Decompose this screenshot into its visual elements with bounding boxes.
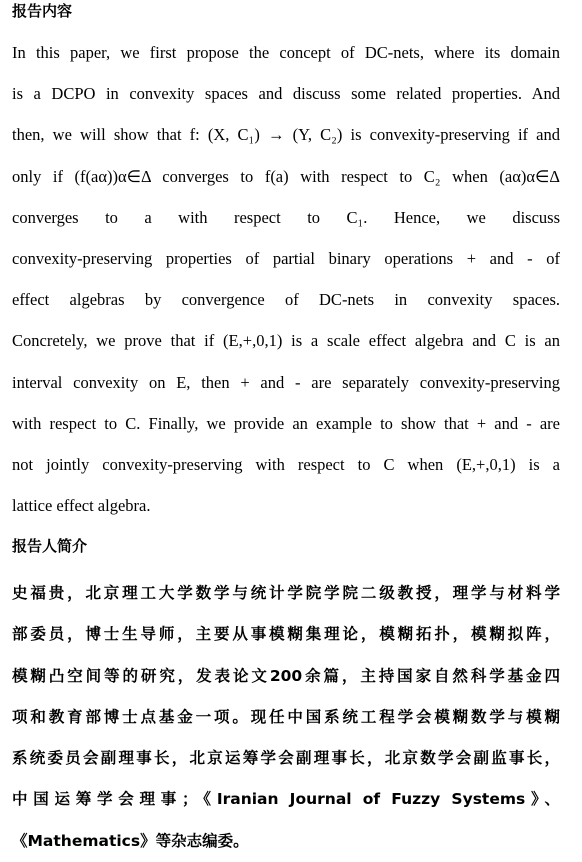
bio-line: 部委员，博士生导师，主要从事模糊集理论，模糊拓扑，模糊拟阵， — [12, 625, 560, 644]
bio-line: 模糊凸空间等的研究，发表论文200余篇，主持国家自然科学基金四 — [12, 666, 560, 685]
speaker-bio-paragraph — [12, 573, 560, 862]
abstract-line: then, we will show that f: (X, C₁) → (Y, C₂) is convexity-preserving if and — [12, 125, 560, 145]
bio-line: 史福贵，北京理工大学数学与统计学院学院二级教授，理学与材料学 — [12, 584, 560, 602]
abstract-line: not jointly convexity-preserving with respect to C when (E,+,0,1) is a — [12, 454, 560, 474]
bio-line: 系统委员会副理事长，北京运筹学会副理事长，北京数学会副监事长， — [12, 749, 560, 768]
abstract-line: lattice effect algebra. — [12, 496, 151, 516]
abstract-line: In this paper, we first propose the concept of DC-nets, where its domain — [12, 43, 560, 62]
abstract-line: converges to a with respect to C₁. Hence, we discuss — [12, 207, 560, 227]
speaker-intro-heading: 报告人简介 — [12, 537, 88, 555]
abstract-line: only if (f(aα))α∈Δ converges to f(a) with respect to C₂ when (aα)α∈Δ — [12, 166, 560, 186]
abstract-line: is a DCPO in convexity spaces and discuss some related properties. And — [12, 84, 560, 104]
abstract-line: effect algebras by convergence of DC-nets in convexity spaces. — [12, 290, 560, 310]
abstract-line: interval convexity on E, then + and - are separately convexity-preserving — [12, 372, 560, 392]
abstract-line: convexity-preserving properties of partial binary operations + and - of — [12, 248, 560, 268]
report-content-heading: 报告内容 — [12, 2, 73, 20]
bio-line: 《Mathematics》等杂志编委。 — [12, 831, 249, 850]
abstract-paragraph — [12, 32, 560, 526]
abstract-line: with respect to C. Finally, we provide an example to show that + and - are — [12, 413, 560, 433]
bio-line: 中国运筹学会理事；《Iranian Journal of Fuzzy Systems》、 — [12, 790, 560, 809]
abstract-line: Concretely, we prove that if (E,+,0,1) is a scale effect algebra and C is an — [12, 331, 560, 351]
bio-line: 项和教育部博士点基金一项。现任中国系统工程学会模糊数学与模糊 — [12, 707, 560, 726]
